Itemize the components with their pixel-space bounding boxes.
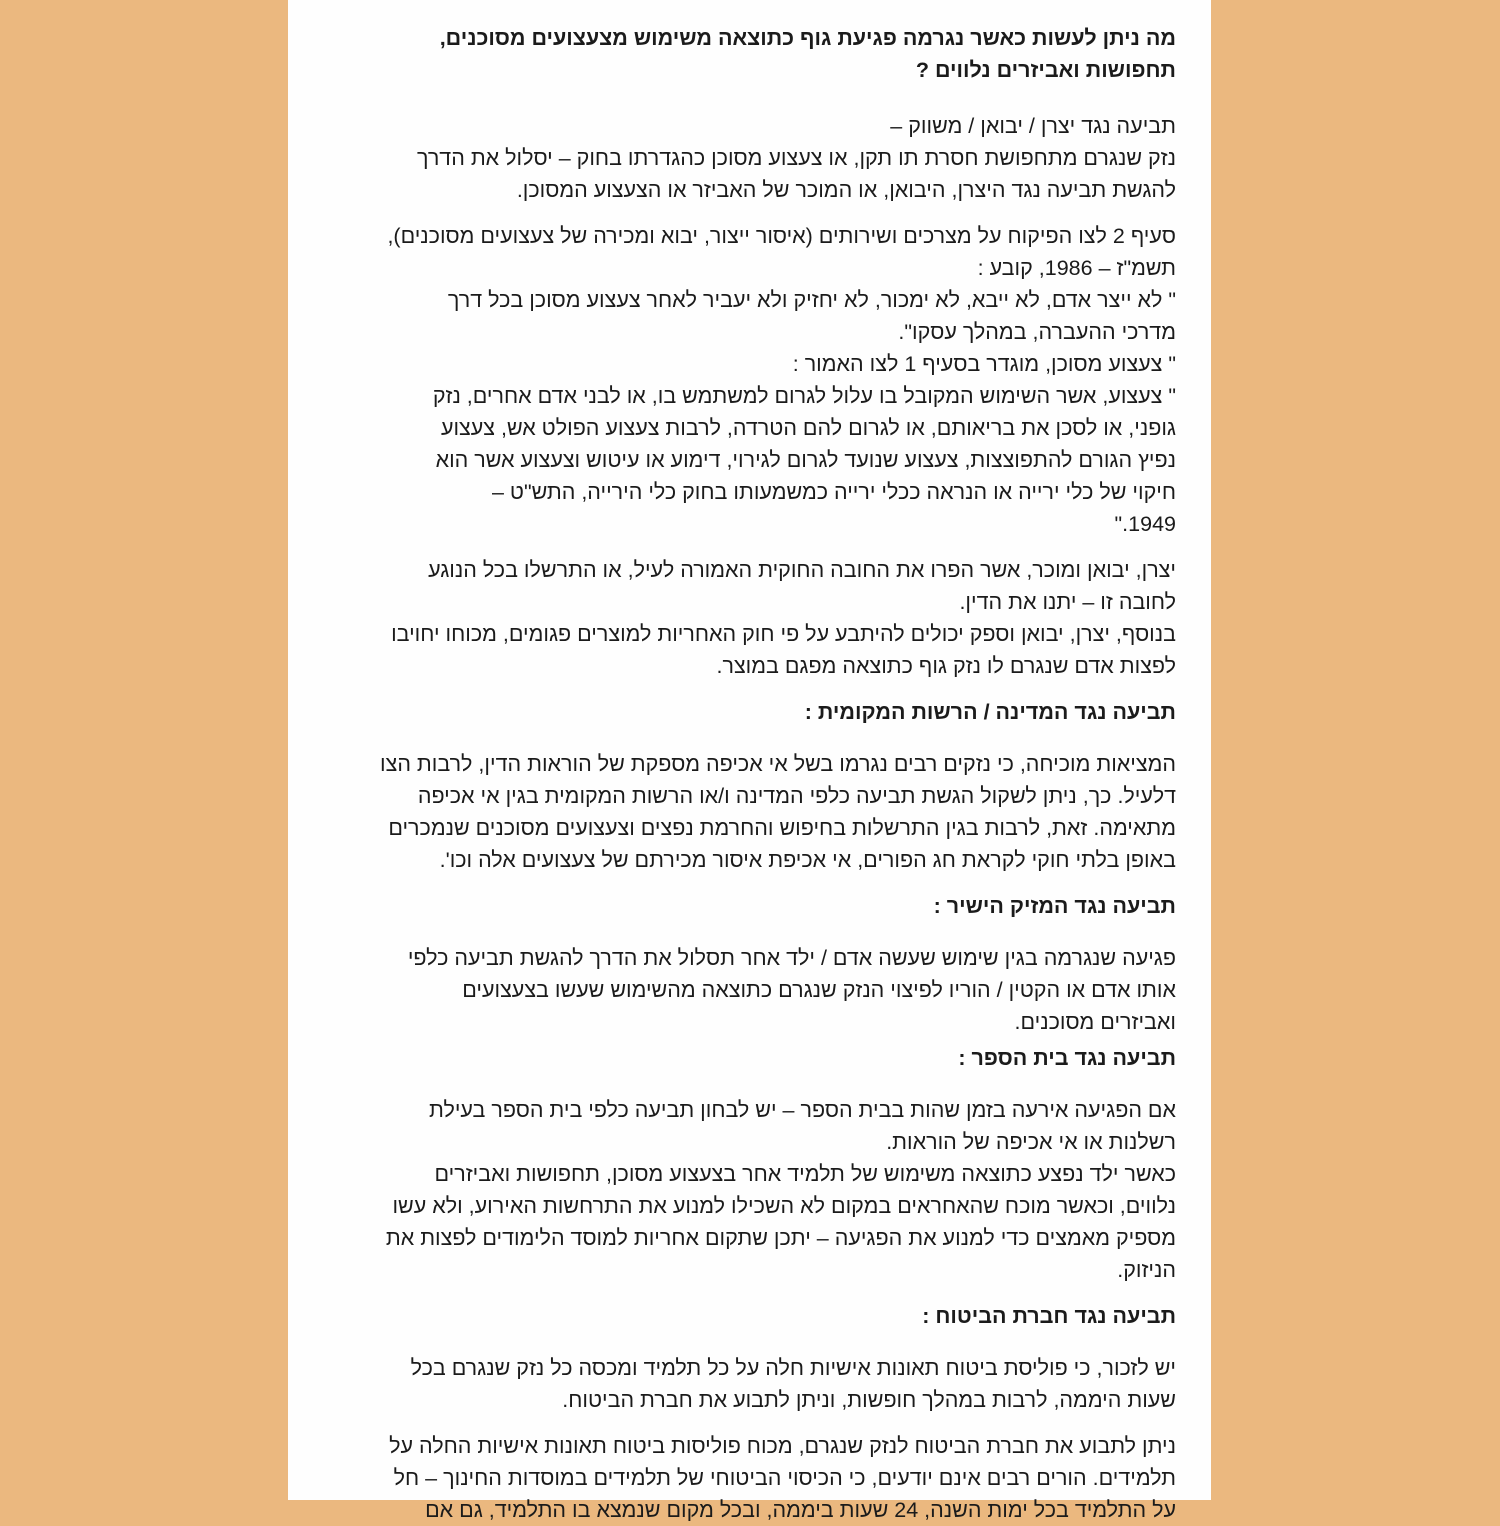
heading-state-claim: תביעה נגד המדינה / הרשות המקומית : xyxy=(804,700,1176,724)
paragraph-insurance-details xyxy=(318,1430,1176,1526)
heading-school-claim: תביעה נגד בית הספר : xyxy=(958,1046,1176,1070)
title-line: תחפושות ואביזרים נלווים ? xyxy=(915,58,1176,82)
text-line: חיקוי של כלי ירייה או הנראה ככלי ירייה כמשמעותו בחוק כלי הירייה, התש"ט – xyxy=(492,480,1176,504)
heading-direct-claim: תביעה נגד המזיק הישיר : xyxy=(933,894,1176,918)
text-line: ואביזרים מסוכנים. xyxy=(1014,1010,1176,1034)
text-line: מספיק מאמצים כדי למנוע את הפגיעה – יתכן שתקום אחריות למוסד הלימודים לפצות את xyxy=(385,1226,1176,1250)
text-line: תביעה נגד יצרן / יבואן / משווק – xyxy=(890,114,1176,138)
paragraph-state-claim xyxy=(318,748,1176,876)
paragraph-law-quote xyxy=(318,220,1176,540)
text-line: " צעצוע מסוכן, מוגדר בסעיף 1 לצו האמור : xyxy=(792,352,1176,376)
text-line: תשמ"ז – 1986, קובע : xyxy=(977,256,1176,280)
text-line: להגשת תביעה נגד היצרן, היבואן, או המוכר של האביזר או הצעצוע המסוכן. xyxy=(516,178,1176,202)
text-line: לחובה זו – יתנו את הדין. xyxy=(959,590,1176,614)
paragraph-manufacturer-claim xyxy=(318,110,1176,206)
text-line: מדרכי ההעברה, במהלך עסקו". xyxy=(898,320,1176,344)
text-line: סעיף 2 לצו הפיקוח על מצרכים ושירותים (איסור ייצור, יבוא ומכירה של צעצועים מסוכנים), xyxy=(387,224,1176,248)
text-line: המציאות מוכיחה, כי נזקים רבים נגרמו בשל אי אכיפה מספקת של הוראות הדין, לרבות הצו xyxy=(380,752,1176,776)
text-line: על התלמיד בכל ימות השנה, 24 שעות ביממה, ובכל מקום שנמצא בו התלמיד, גם אם xyxy=(425,1498,1176,1522)
text-line: " צעצוע, אשר השימוש המקובל בו עלול לגרום למשתמש בו, או לבני אדם אחרים, נזק xyxy=(432,384,1176,408)
paragraph-insurance-note xyxy=(318,1352,1176,1416)
heading-insurance-claim: תביעה נגד חברת הביטוח : xyxy=(922,1304,1176,1328)
text-line: פגיעה שנגרמה בגין שימוש שעשה אדם / ילד אחר תסלול את הדרך להגשת תביעה כלפי xyxy=(407,946,1176,970)
text-line: שעות היממה, לרבות במהלך חופשות, וניתן לתבוע את חברת הביטוח. xyxy=(562,1388,1176,1412)
paragraph-school-claim xyxy=(318,1094,1176,1286)
document-body xyxy=(318,22,1176,1526)
text-line: מתאימה. זאת, לרבות בגין התרשלות בחיפוש והחרמת נפצים וצעצועים מסוכנים שנמכרים xyxy=(388,816,1176,840)
text-line: רשלנות או אי אכיפה של הוראות. xyxy=(886,1130,1176,1154)
text-line: נלווים, וכאשר מוכח שהאחראים במקום לא השכילו למנוע את התרחשות האירוע, ולא עשו xyxy=(392,1194,1176,1218)
title-line: מה ניתן לעשות כאשר נגרמה פגיעת גוף כתוצאה משימוש מצעצועים מסוכנים, xyxy=(439,26,1176,50)
text-line: נפיץ הגורם להתפוצצות, צעצוע שנועד לגרום לגירוי, דימוע או עיטוש וצעצוע אשר הוא xyxy=(435,448,1176,472)
text-line: הניזוק. xyxy=(1117,1258,1176,1282)
document-page xyxy=(288,0,1211,1522)
paragraph-direct-claim xyxy=(318,942,1176,1038)
text-line: גופני, או לסכן את בריאותם, או לגרום להם הטרדה, לרבות צעצוע הפולט אש, צעצוע xyxy=(440,416,1176,440)
text-line: " לא ייצר אדם, לא ייבא, לא ימכור, לא יחזיק ולא יעביר לאחר צעצוע מסוכן בכל דרך xyxy=(447,288,1176,312)
paragraph-liability xyxy=(318,554,1176,682)
document-title xyxy=(318,22,1176,86)
text-line: 1949." xyxy=(1114,512,1176,536)
text-line: אותו אדם או הקטין / הוריו לפיצוי הנזק שנגרם כתוצאה מהשימוש שעשו בצעצועים xyxy=(462,978,1176,1002)
text-line: דלעיל. כך, ניתן לשקול הגשת תביעה כלפי המדינה ו/או הרשות המקומית בגין אי אכיפה xyxy=(417,784,1176,808)
text-line: בנוסף, יצרן, יבואן וספק יכולים להיתבע על פי חוק האחריות למוצרים פגומים, מכוחו יחויבו xyxy=(391,622,1176,646)
text-line: נזק שנגרם מתחפושת חסרת תו תקן, או צעצוע מסוכן כהגדרתו בחוק – יסלול את הדרך xyxy=(416,146,1176,170)
text-line: אם הפגיעה אירעה בזמן שהות בבית הספר – יש לבחון תביעה כלפי בית הספר בעילת xyxy=(429,1098,1176,1122)
text-line: תלמידים. הורים רבים אינם יודעים, כי הכיסוי הביטוחי של תלמידים במוסדות החינוך – חל xyxy=(393,1466,1176,1490)
text-line: באופן בלתי חוקי לקראת חג הפורים, אי אכיפת איסור מכירתם של צעצועים אלה וכו'. xyxy=(439,848,1176,872)
text-line: ניתן לתבוע את חברת הביטוח לנזק שנגרם, מכוח פוליסות ביטוח תאונות אישיות החלה על xyxy=(389,1434,1176,1458)
text-line: יש לזכור, כי פוליסת ביטוח תאונות אישיות חלה על כל תלמיד ומכסה כל נזק שנגרם בכל xyxy=(410,1356,1176,1380)
text-line: יצרן, יבואן ומוכר, אשר הפרו את החובה החוקית האמורה לעיל, או התרשלו בכל הנוגע xyxy=(428,558,1176,582)
text-line: לפצות אדם שנגרם לו נזק גוף כתוצאה מפגם במוצר. xyxy=(716,654,1176,678)
text-line: כאשר ילד נפצע כתוצאה משימוש של תלמיד אחר בצעצוע מסוכן, תחפושות ואביזרים xyxy=(434,1162,1176,1186)
